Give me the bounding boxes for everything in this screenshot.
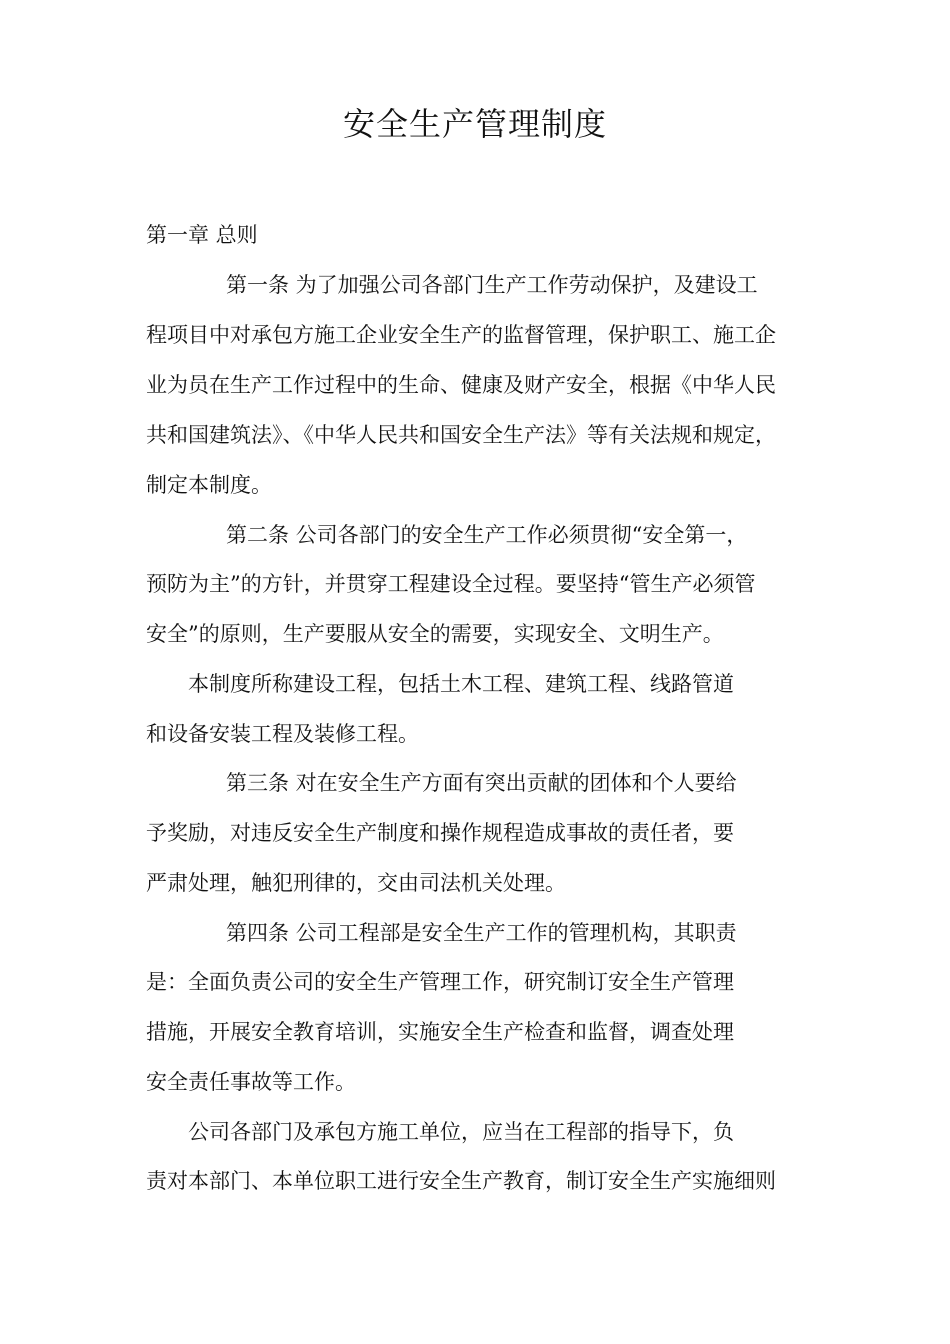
text-line: 本制度所称建设工程，包括土木工程、建筑工程、线路管道 bbox=[188, 672, 734, 696]
text-line: 予奖励，对违反安全生产制度和操作规程造成事故的责任者，要 bbox=[146, 821, 734, 845]
text-line: 严肃处理，触犯刑律的，交由司法机关处理。 bbox=[146, 871, 566, 895]
text-line: 预防为主”的方针，并贯穿工程建设全过程。要坚持“管生产必须管 bbox=[146, 572, 756, 596]
text-line: 共和国建筑法》、《中华人民共和国安全生产法》等有关法规和规定， bbox=[146, 423, 776, 447]
text-line: 安全”的原则，生产要服从安全的需要，实现安全、文明生产。 bbox=[146, 622, 724, 646]
text-line: 措施，开展安全教育培训，实施安全生产检查和监督，调查处理 bbox=[146, 1020, 734, 1044]
text-line: 和设备安装工程及装修工程。 bbox=[146, 722, 419, 746]
document-title: 安全生产管理制度 bbox=[342, 105, 607, 143]
text-line: 责对本部门、本单位职工进行安全生产教育，制订安全生产实施细则 bbox=[146, 1169, 776, 1193]
text-line: 第三条 对在安全生产方面有突出贡献的团体和个人要给 bbox=[226, 771, 737, 795]
text-line: 业为员在生产工作过程中的生命、健康及财产安全，根据《中华人民 bbox=[146, 373, 776, 397]
text-line: 是：全面负责公司的安全生产管理工作，研究制订安全生产管理 bbox=[146, 970, 734, 994]
text-line: 公司各部门及承包方施工单位，应当在工程部的指导下，负 bbox=[188, 1120, 734, 1144]
text-line: 安全责任事故等工作。 bbox=[146, 1070, 356, 1094]
chapter-heading: 第一章 总则 bbox=[146, 223, 258, 247]
text-line: 程项目中对承包方施工企业安全生产的监督管理，保护职工、施工企 bbox=[146, 323, 776, 347]
text-line: 第二条 公司各部门的安全生产工作必须贯彻“安全第一， bbox=[226, 523, 748, 547]
text-line: 第四条 公司工程部是安全生产工作的管理机构，其职责 bbox=[226, 921, 737, 945]
text-line: 制定本制度。 bbox=[146, 473, 272, 497]
text-line: 第一条 为了加强公司各部门生产工作劳动保护，及建设工 bbox=[226, 273, 758, 297]
